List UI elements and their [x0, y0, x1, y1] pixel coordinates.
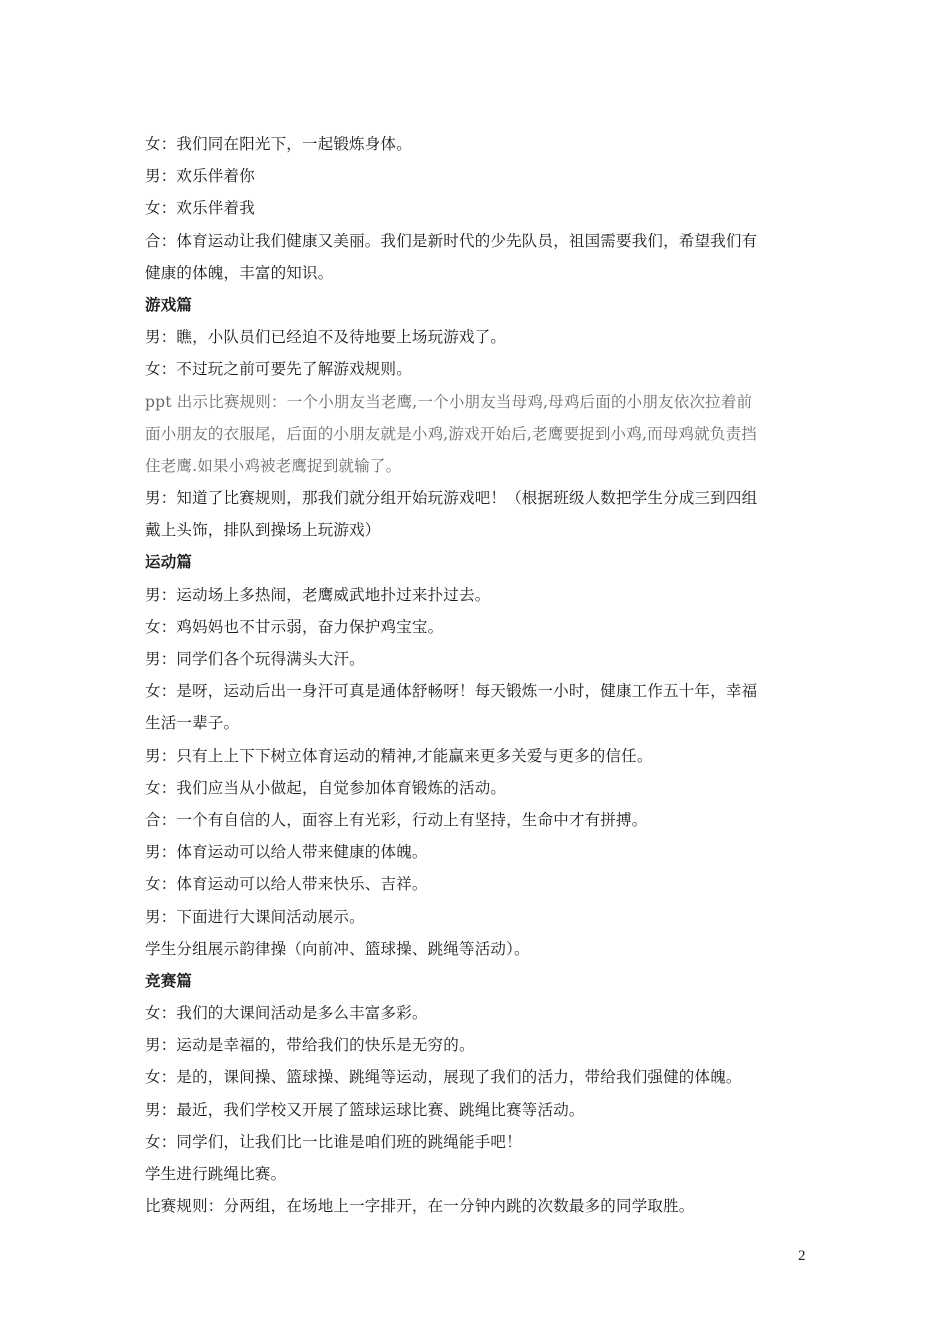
dialogue-line: 女：不过玩之前可要先了解游戏规则。	[145, 360, 412, 379]
dialogue-line: 女：是呀，运动后出一身汗可真是通体舒畅呀！每天锻炼一小时，健康工作五十年，幸福	[145, 682, 758, 701]
ppt-rule-line: 面小朋友的衣服尾，后面的小朋友就是小鸡,游戏开始后,老鹰要捉到小鸡,而母鸡就负责挡	[145, 424, 757, 443]
document-body	[145, 128, 810, 1222]
section-heading-competition: 竞赛篇	[145, 971, 193, 990]
dialogue-line: 女：同学们，让我们比一比谁是咱们班的跳绳能手吧！	[145, 1132, 522, 1151]
dialogue-line: 健康的体魄，丰富的知识。	[145, 263, 334, 282]
dialogue-line: 女：欢乐伴着我	[145, 199, 255, 218]
dialogue-line: 学生分组展示韵律操（向前冲、篮球操、跳绳等活动）。	[145, 939, 530, 958]
dialogue-line: 男：运动是幸福的，带给我们的快乐是无穷的。	[145, 1036, 475, 1055]
dialogue-line: 男：欢乐伴着你	[145, 167, 255, 186]
dialogue-line: 学生进行跳绳比赛。	[145, 1165, 287, 1183]
dialogue-line: 生活一辈子。	[145, 714, 240, 733]
dialogue-line: 男：下面进行大课间活动展示。	[145, 907, 365, 926]
dialogue-line: 女：我们的大课间活动是多么丰富多彩。	[145, 1004, 428, 1023]
dialogue-line: 男：只有上上下下树立体育运动的精神,才能赢来更多关爱与更多的信任。	[145, 746, 653, 765]
dialogue-line: 男：同学们各个玩得满头大汗。	[145, 650, 365, 668]
dialogue-line: 男：知道了比赛规则，那我们就分组开始玩游戏吧！（根据班级人数把学生分成三到四组	[145, 489, 758, 508]
dialogue-line: 比赛规则：分两组，在场地上一字排开，在一分钟内跳的次数最多的同学取胜。	[145, 1197, 695, 1216]
dialogue-line: 合：体育运动让我们健康又美丽。我们是新时代的少先队员，祖国需要我们，希望我们有	[145, 231, 758, 250]
section-heading-game: 游戏篇	[145, 295, 193, 314]
dialogue-line: 男：运动场上多热闹，老鹰威武地扑过来扑过去。	[145, 585, 491, 604]
dialogue-line: 女：我们同在阳光下，一起锻炼身体。	[145, 135, 412, 153]
dialogue-line: 男：体育运动可以给人带来健康的体魄。	[145, 843, 428, 862]
dialogue-line: 女：我们应当从小做起，自觉参加体育锻炼的活动。	[145, 778, 507, 797]
dialogue-line: 合：一个有自信的人，面容上有光彩，行动上有坚持，生命中才有拼搏。	[145, 810, 648, 829]
dialogue-line: 男：瞧，小队员们已经迫不及待地要上场玩游戏了。	[145, 328, 507, 347]
dialogue-line: 女：体育运动可以给人带来快乐、吉祥。	[145, 875, 428, 894]
ppt-rule-line: ppt 出示比赛规则：一个小朋友当老鹰,一个小朋友当母鸡,母鸡后面的小朋友依次拉着前	[145, 392, 753, 411]
dialogue-line: 女：是的，课间操、篮球操、跳绳等运动，展现了我们的活力，带给我们强健的体魄。	[145, 1068, 742, 1087]
dialogue-line: 男：最近，我们学校又开展了篮球运球比赛、跳绳比赛等活动。	[145, 1100, 585, 1119]
dialogue-line: 戴上头饰，排队到操场上玩游戏）	[145, 521, 381, 540]
dialogue-line: 女：鸡妈妈也不甘示弱，奋力保护鸡宝宝。	[145, 617, 444, 636]
ppt-rule-line: 住老鹰.如果小鸡被老鹰捉到就输了。	[145, 456, 402, 475]
page-number: 2	[798, 1248, 806, 1264]
section-heading-sport: 运动篇	[145, 553, 193, 572]
